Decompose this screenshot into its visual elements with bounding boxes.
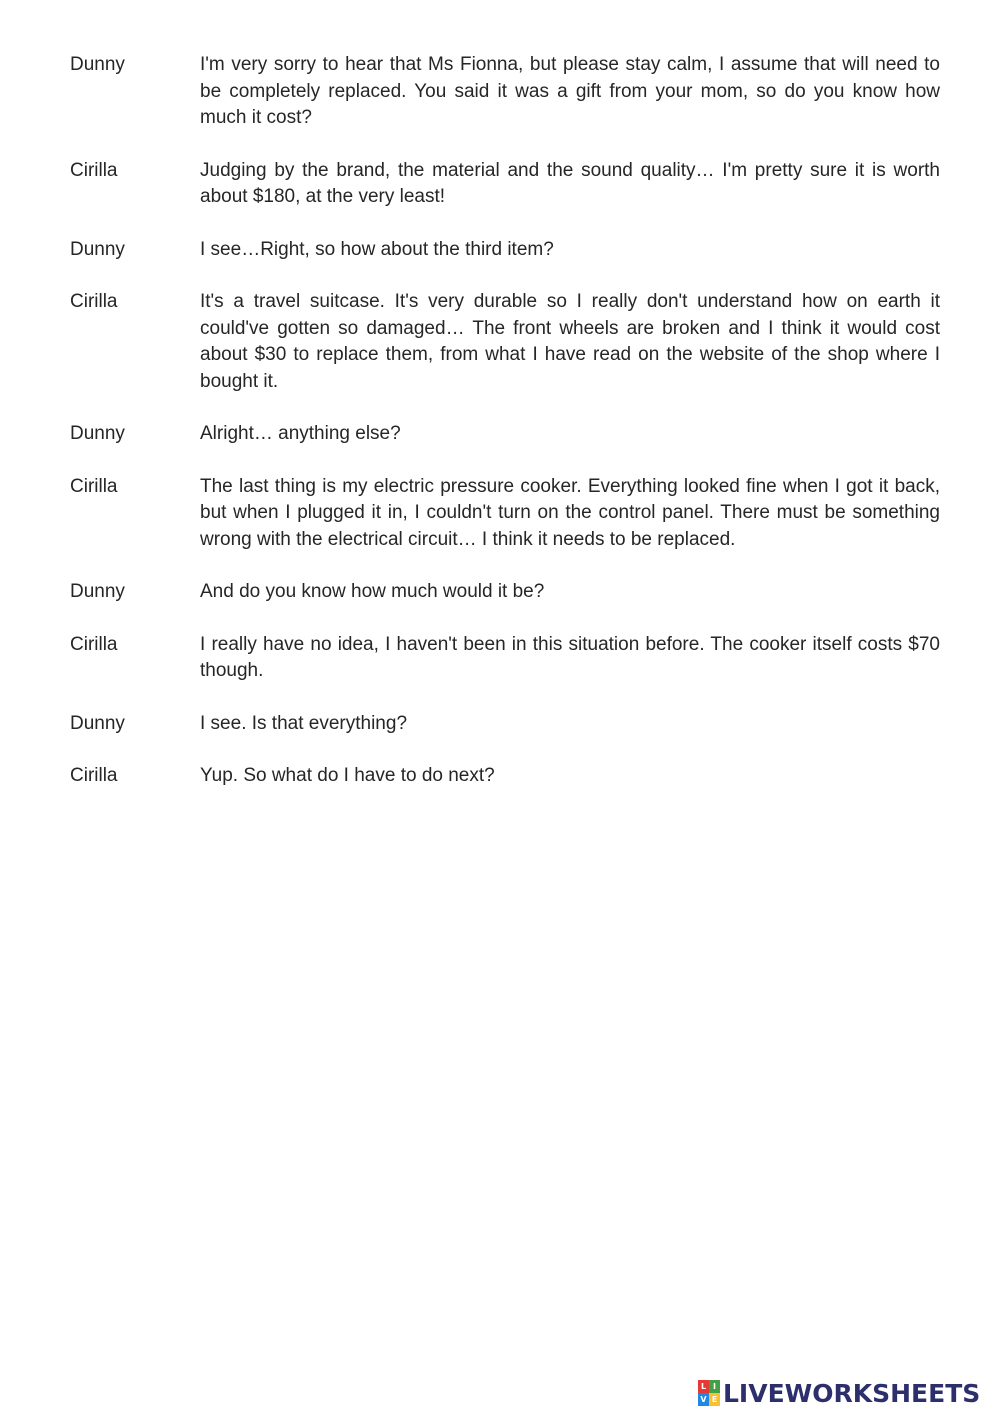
dialogue-line: I see. Is that everything? bbox=[200, 712, 408, 734]
dialogue-list bbox=[70, 52, 940, 816]
speaker-name: Dunny bbox=[70, 238, 125, 260]
logo-mark-cell: I bbox=[709, 1380, 720, 1393]
liveworksheets-logo-icon bbox=[698, 1380, 720, 1406]
logo-mark-cell: L bbox=[698, 1380, 709, 1393]
dialogue-line: I'm very sorry to hear that Ms Fionna, but please stay calm, I assume that will need to be completely replaced. You said it was a gift from your mom, so do you know how much it cost? bbox=[200, 54, 940, 128]
speaker-name: Cirilla bbox=[70, 291, 118, 312]
dialogue-turn bbox=[70, 474, 940, 554]
dialogue-line: I see…Right, so how about the third item? bbox=[200, 238, 554, 260]
dialogue-line: It's a travel suitcase. It's very durable so I really don't understand how on earth it could've gotten so damaged… The front wheels are broken and I think it would cost about $30 to replace them, from what I have read on the website of the shop where I bought it. bbox=[200, 291, 940, 392]
speaker-name: Dunny bbox=[70, 423, 125, 444]
logo-mark-cell: V bbox=[698, 1393, 709, 1406]
dialogue-line: The last thing is my electric pressure cooker. Everything looked fine when I got it back, but when I plugged it in, I couldn't turn on the control panel. There must be something wrong with the electrical circuit… I think it needs to be replaced. bbox=[200, 475, 940, 550]
dialogue-turn bbox=[70, 52, 940, 132]
speaker-name: Cirilla bbox=[70, 159, 118, 181]
dialogue-line: Alright… anything else? bbox=[200, 423, 401, 444]
dialogue-line: And do you know how much would it be? bbox=[200, 581, 545, 602]
speaker-name: Cirilla bbox=[70, 765, 118, 786]
speaker-name: Dunny bbox=[70, 54, 125, 75]
speaker-name: Cirilla bbox=[70, 475, 118, 497]
dialogue-line: Judging by the brand, the material and the sound quality… I'm pretty sure it is worth about $180, at the very least! bbox=[200, 159, 940, 207]
speaker-name: Cirilla bbox=[70, 633, 118, 655]
dialogue-turn bbox=[70, 632, 940, 685]
dialogue-turn bbox=[70, 763, 940, 790]
speaker-name: Dunny bbox=[70, 712, 125, 734]
dialogue-turn bbox=[70, 158, 940, 211]
logo-mark-cell: E bbox=[709, 1393, 720, 1406]
dialogue-turn bbox=[70, 711, 940, 738]
dialogue-line: I really have no idea, I haven't been in this situation before. The cooker itself costs $70 though. bbox=[200, 633, 940, 681]
speaker-name: Dunny bbox=[70, 581, 125, 602]
dialogue-turn bbox=[70, 237, 940, 264]
dialogue-line: Yup. So what do I have to do next? bbox=[200, 765, 495, 786]
dialogue-turn bbox=[70, 289, 940, 395]
logo-text: LIVEWORKSHEETS bbox=[723, 1378, 981, 1408]
liveworksheets-logo bbox=[698, 1378, 980, 1408]
dialogue-turn bbox=[70, 421, 940, 448]
dialogue-turn bbox=[70, 579, 940, 606]
